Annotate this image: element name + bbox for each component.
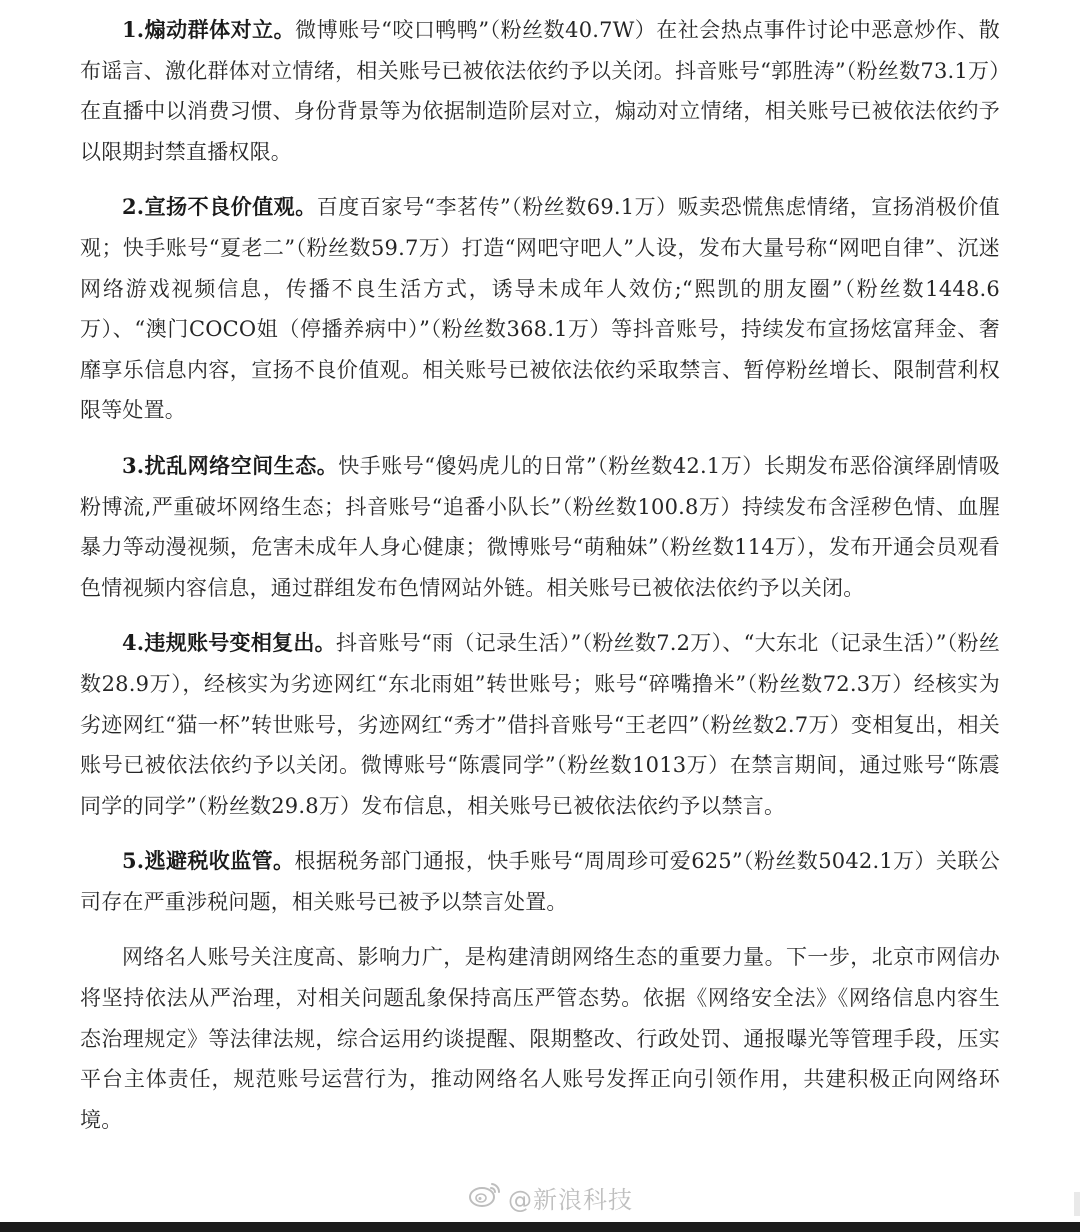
paragraph-conclusion — [80, 937, 1000, 1140]
weibo-logo-icon — [468, 1180, 508, 1214]
paragraph-5-heading: 5.逃避税收监管。 — [122, 848, 295, 874]
paragraph-conclusion-body: 网络名人账号关注度高、影响力广，是构建清朗网络生态的重要力量。下一步，北京市网信办将坚持依法从严治理，对相关问题乱象保持高压严管态势。依据《网络安全法》《网络信息内容生态治理规定》等法律法规，综合运用约谈提醒、限期整改、行政处罚、通报曝光等管理手段，压实平台主体责任，规范账号运营行为，推动网络名人账号发挥正向引领作用，共建积极正向网络环境。 — [80, 945, 1000, 1132]
paragraph-2-body: 百度百家号“李茗传”（粉丝数69.1万）贩卖恐慌焦虑情绪，宣扬消极价值观；快手账号“夏老二”（粉丝数59.7万）打造“网吧守吧人”人设，发布大量号称“网吧自律”、沉迷网络游戏视频信息，传播不良生活方式，诱导未成年人效仿;“熙凯的朋友圈”（粉丝数1448.6万）、“澳门COCO姐（停播养病中）”（粉丝数368.1万）等抖音账号，持续发布宣扬炫富拜金、奢靡享乐信息内容，宣扬不良价值观。相关账号已被依法依约采取禁言、暂停粉丝增长、限制营利权限等处置。 — [80, 195, 1000, 423]
edge-fragment — [1074, 1192, 1080, 1216]
paragraph-2 — [80, 187, 1000, 431]
paragraph-3-heading: 3.扰乱网络空间生态。 — [122, 452, 339, 478]
paragraph-5-body: 根据税务部门通报，快手账号“周周珍可爱625”（粉丝数5042.1万）关联公司存在严重涉税问题，相关账号已被予以禁言处置。 — [80, 849, 1000, 914]
paragraph-1-body: 微博账号“咬口鸭鸭”（粉丝数40.7W）在社会热点事件讨论中恶意炒作、散布谣言、激化群体对立情绪，相关账号已被依法依约予以关闭。抖音账号“郭胜涛”（粉丝数73.1万）在直播中以消费习惯、身份背景等为依据制造阶层对立，煽动对立情绪，相关账号已被依法依约予以限期封禁直播权限。 — [80, 18, 1000, 164]
paragraph-2-heading: 2.宣扬不良价值观。 — [122, 194, 317, 220]
document-body — [80, 10, 1000, 1155]
weibo-watermark — [468, 1177, 633, 1217]
paragraph-5 — [80, 841, 1000, 922]
paragraph-1 — [80, 10, 1000, 172]
paragraph-3-body: 快手账号“傻妈虎儿的日常”（粉丝数42.1万）长期发布恶俗演绎剧情吸粉博流,严重破坏网络生态；抖音账号“追番小队长”（粉丝数100.8万）持续发布含淫秽色情、血腥暴力等动漫视频，危害未成年人身心健康；微博账号“萌釉妹”（粉丝数114万），发布开通会员观看色情视频内容信息，通过群组发布色情网站外链。相关账号已被依法依约予以关闭。 — [80, 453, 1001, 600]
paragraph-4 — [80, 623, 1000, 826]
paragraph-4-heading: 4.违规账号变相复出。 — [122, 630, 336, 656]
paragraph-3 — [80, 446, 1000, 608]
paragraph-1-heading: 1.煽动群体对立。 — [122, 17, 296, 42]
bottom-bar — [0, 1222, 1080, 1232]
watermark-text: @新浪科技 — [508, 1185, 633, 1214]
paragraph-4-body: 抖音账号“雨（记录生活）”（粉丝数7.2万）、“大东北（记录生活）”（粉丝数28.9万），经核实为劣迹网红“东北雨姐”转世账号；账号“碎嘴撸米”（粉丝数72.3万）经核实为劣迹网红“猫一杯”转世账号，劣迹网红“秀才”借抖音账号“王老四”（粉丝数2.7万）变相复出，相关账号已被依法依约予以关闭。微博账号“陈震同学”（粉丝数1013万）在禁言期间，通过账号“陈震同学的同学”（粉丝数29.8万）发布信息，相关账号已被依法依约予以禁言。 — [80, 631, 1000, 818]
